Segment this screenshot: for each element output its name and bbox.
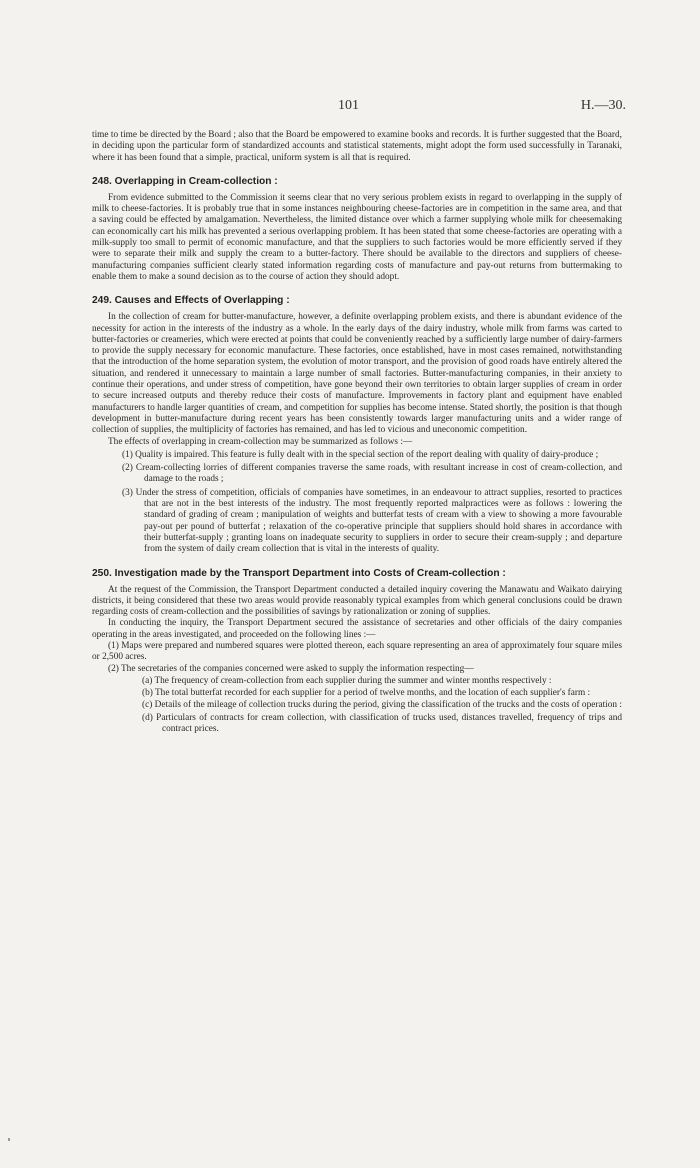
scan-speck <box>8 1138 10 1141</box>
document-reference: H.—30. <box>580 98 626 113</box>
page-number: 101 <box>338 98 359 113</box>
section-250-paragraph-1: At the request of the Commission, the Transport Department conducted a detailed inquiry covering the Manawatu and Waikato dairying districts, it being considered that these two areas would provide reasonably typical examples from which general conclusions could be drawn regarding costs of cream-collection and the possibilities of savings by rationalization or zoning of supplies. <box>92 584 622 618</box>
page-body <box>92 130 622 735</box>
list-item: (3) Under the stress of competition, officials of companies have sometimes, in an endeavour to attract supplies, resorted to practices that are not in the best interests of the industry. The most frequently reported malpractices were as follows : lowering the standard of grading of cream ; manipulation of weights and butterfat tests of cream with a view to showing a more favourable pay-out per pound of butterfat ; relaxation of the co-operative principle that suppliers should hold shares in accordance with their butterfat-supply ; granting loans on inadequate security to suppliers in order to secure their cream-supply ; and departure from the system of daily cream collection that is vital in the interests of quality. <box>122 487 622 555</box>
list-item: (1) Quality is impaired. This feature is fully dealt with in the special section of the report dealing with quality of dairy-produce ; <box>122 449 599 460</box>
section-250 <box>92 568 622 736</box>
section-249 <box>92 295 622 555</box>
sub-list-item: (c) Details of the mileage of collection trucks during the period, giving the classification of the trucks and the costs of operation : <box>142 700 622 711</box>
page-header <box>0 98 700 118</box>
sub-list-item: (a) The frequency of cream-collection from each supplier during the summer and winter months respectively : <box>142 675 552 686</box>
section-250-paragraph-2: In conducting the inquiry, the Transport Department secured the assistance of secretaries and other officials of the dairy companies operating in the areas investigated, and proceeded on the following lines :— <box>92 618 622 640</box>
section-250-item-2: (2) The secretaries of the companies concerned were asked to supply the information respecting— <box>108 663 474 674</box>
section-249-paragraph-2: The effects of overlapping in cream-collection may be summarized as follows :— <box>108 436 413 447</box>
section-250-item-1: (1) Maps were prepared and numbered squares were plotted thereon, each square representing an area of approximately four square miles or 2,500 acres. <box>92 640 622 663</box>
section-250-heading: 250. Investigation made by the Transport Department into Costs of Cream-collection : <box>92 567 506 579</box>
sub-list-item: (d) Particulars of contracts for cream collection, with classification of trucks used, distances travelled, frequency of trips and contract prices. <box>142 712 622 735</box>
section-248-heading: 248. Overlapping in Cream-collection : <box>92 175 278 187</box>
section-248 <box>92 176 622 283</box>
section-248-paragraph: From evidence submitted to the Commission it seems clear that no very serious problem exists in regard to overlapping in the supply of milk to cheese-factories. It is probably true that in some instances neighbouring cheese-factories are in competition in the same area, and that a saving could be effected by amalgamation. Nevertheless, the limited distance over which a farmer supplying whole milk for cheesemaking can economically cart his milk has prevented a serious overlapping problem. It has been stated that some cheese-factories are operating with a milk-supply too small to permit of economic manufacture, and that the suppliers to such factories would be more efficiently served if they were to separate their milk and supply the cream to a butter-factory. There should be available to the directors and suppliers of cheese-manufacturing companies sufficient clearly stated information regarding costs of manufacture and pay-out returns from buttermaking to enable them to make a sound decision as to the course of action they should adopt. <box>92 192 622 282</box>
list-item: (2) Cream-collecting lorries of different companies traverse the same roads, with resultant increase in cost of cream-collection, and damage to the roads ; <box>122 463 622 485</box>
intro-paragraph: time to time be directed by the Board ; also that the Board be empowered to examine books and records. It is further suggested that the Board, in deciding upon the particular form of standardized accounts and statistical statements, might adopt the form used successfully in Taranaki, where it has been found that a simple, practical, uniform system is all that is required. <box>92 130 622 163</box>
sub-list-item: (b) The total butterfat recorded for each supplier for a period of twelve months, and the location of each supplier's farm : <box>142 688 591 699</box>
section-249-paragraph-1: In the collection of cream for butter-manufacture, however, a definite overlapping problem exists, and there is abundant evidence of the necessity for action in the interests of the industry as a whole. In the early days of the dairy industry, whole milk from farms was carted to butter-factories or creameries, which were erected at points that could be conveniently reached by a sufficiently large number of dairy-farmers to provide the supply necessary for economic manufacture. These factories, once established, have in most cases remained, notwithstanding that the introduction of the home separation system, the evolution of motor transport, and the provision of good roads have entirely altered the situation, and rendered it unnecessary to maintain a large number of small factories. Butter-manufacturing companies, in their anxiety to continue their operations, and under stress of competition, have gone beyond their own territories to obtain larger supplies of cream in order to secure increased outputs and thereby reduce their costs of manufacture. Improvements in factory plant and equipment have enabled manufacturers to handle larger quantities of cream, and competition for supplies has become intense. Stated shortly, the position is that though development in butter-manufacture during recent years has been consistently towards larger manufacturing units and a wider range of collection of supplies, the multiplicity of factories has remained, and has led to vicious and uneconomic competition. <box>92 312 622 436</box>
section-249-heading: 249. Causes and Effects of Overlapping : <box>92 295 290 307</box>
